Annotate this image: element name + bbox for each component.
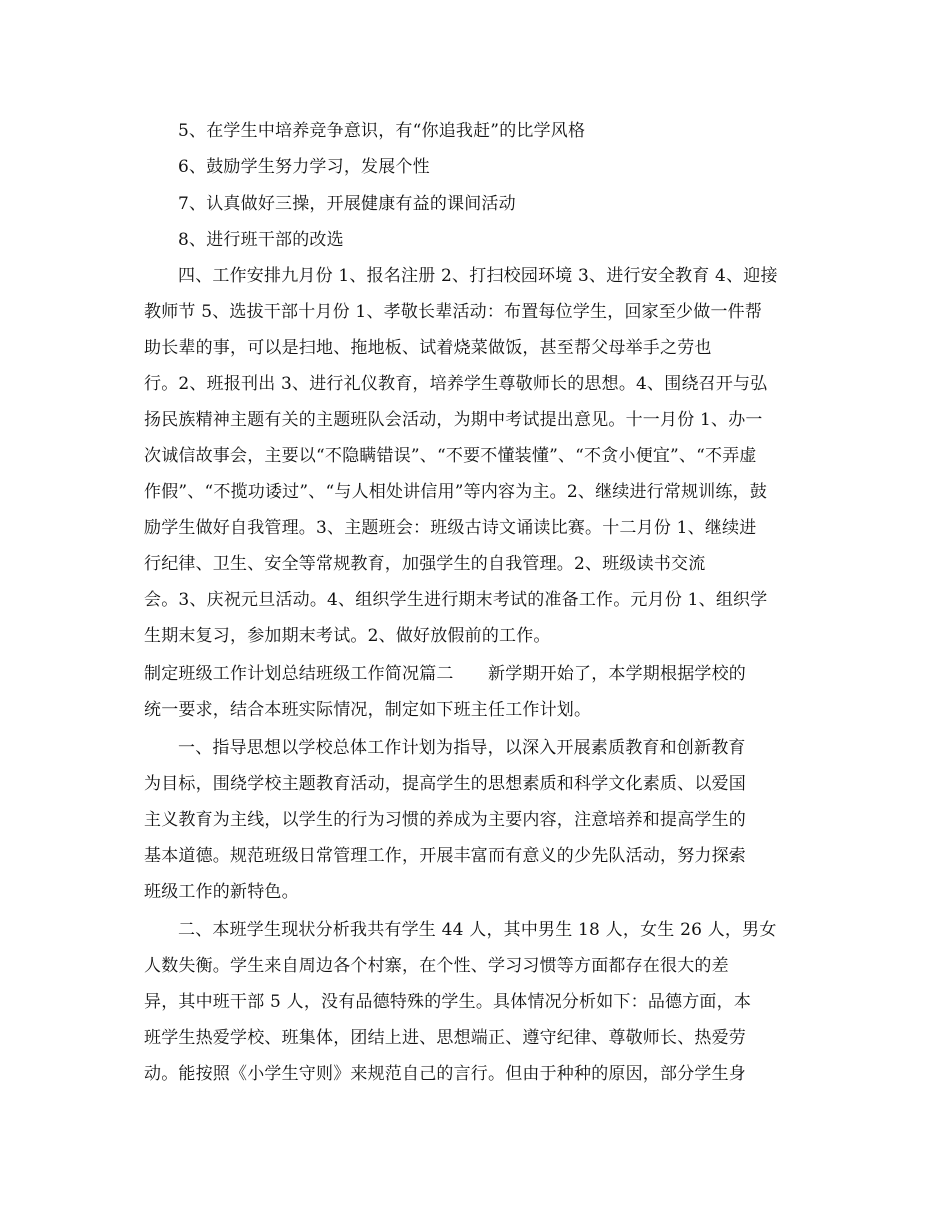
text-line: 7、认真做好三操，开展健康有益的课间活动 [178, 194, 516, 214]
text-line: 助长辈的事，可以是扫地、拖地板、试着烧菜做饭，甚至帮父母举手之劳也 [144, 338, 712, 358]
text-line: 统一要求，结合本班实际情况，制定如下班主任工作计划。 [144, 700, 592, 720]
text-line: 生期末复习，参加期末考试。2、做好放假前的工作。 [144, 626, 551, 646]
text-line: 主义教育为主线，以学生的行为习惯的养成为主要内容，注意培养和提高学生的 [144, 810, 746, 830]
text-line: 会。3、庆祝元旦活动。4、组织学生进行期末考试的准备工作。元月份 1、组织学 [144, 590, 768, 610]
text-line: 励学生做好自我管理。3、主题班会：班级古诗文诵读比赛。十二月份 1、继续进 [144, 518, 757, 538]
text-line: 作假”、“不揽功诿过”、“与人相处讲信用”等内容为主。2、继续进行常规训练，鼓 [144, 482, 768, 502]
text-line: 班级工作的新特色。 [144, 882, 299, 902]
text-line: 教师节 5、选拔干部十月份 1、孝敬长辈活动：布置每位学生，回家至少做一件帮 [144, 302, 763, 322]
text-line: 扬民族精神主题有关的主题班队会活动，为期中考试提出意见。十一月份 1、办一 [144, 410, 763, 430]
section-heading-line: 制定班级工作计划总结班级工作简况篇二 新学期开始了，本学期根据学校的 [144, 664, 746, 684]
text-line: 行纪律、卫生、安全等常规教育，加强学生的自我管理。2、班级读书交流 [144, 554, 706, 574]
text-line: 一、指导思想以学校总体工作计划为指导，以深入开展素质教育和创新教育 [178, 738, 746, 758]
text-line: 人数失衡。学生来自周边各个村寨，在个性、学习习惯等方面都存在很大的差 [144, 956, 729, 976]
text-line: 动。能按照《小学生守则》来规范自己的言行。但由于种种的原因，部分学生身 [144, 1064, 746, 1084]
text-line: 基本道德。规范班级日常管理工作，开展丰富而有意义的少先队活动，努力探索 [144, 846, 746, 866]
text-line: 为目标，围绕学校主题教育活动，提高学生的思想素质和科学文化素质、以爱国 [144, 774, 746, 794]
text-line: 四、工作安排九月份 1、报名注册 2、打扫校园环境 3、进行安全教育 4、迎接 [178, 266, 778, 286]
text-line: 班学生热爱学校、班集体，团结上进、思想端正、遵守纪律、尊敬师长、热爱劳 [144, 1028, 746, 1048]
text-line: 异，其中班干部 5 人，没有品德特殊的学生。具体情况分析如下：品德方面，本 [144, 992, 752, 1012]
text-line: 二、本班学生现状分析我共有学生 44 人，其中男生 18 人，女生 26 人，男女 [178, 920, 777, 940]
text-line: 次诚信故事会，主要以“不隐瞒错误”、“不要不懂装懂”、“不贪小便宜”、“不弄虚 [144, 446, 757, 466]
text-line: 6、鼓励学生努力学习，发展个性 [178, 157, 430, 177]
text-line: 行。2、班报刊出 3、进行礼仪教育，培养学生尊敬师长的思想。4、围绕召开与弘 [144, 374, 768, 394]
text-line: 8、进行班干部的改选 [178, 230, 344, 250]
text-line: 5、在学生中培养竞争意识，有“你追我赶”的比学风格 [178, 121, 586, 141]
